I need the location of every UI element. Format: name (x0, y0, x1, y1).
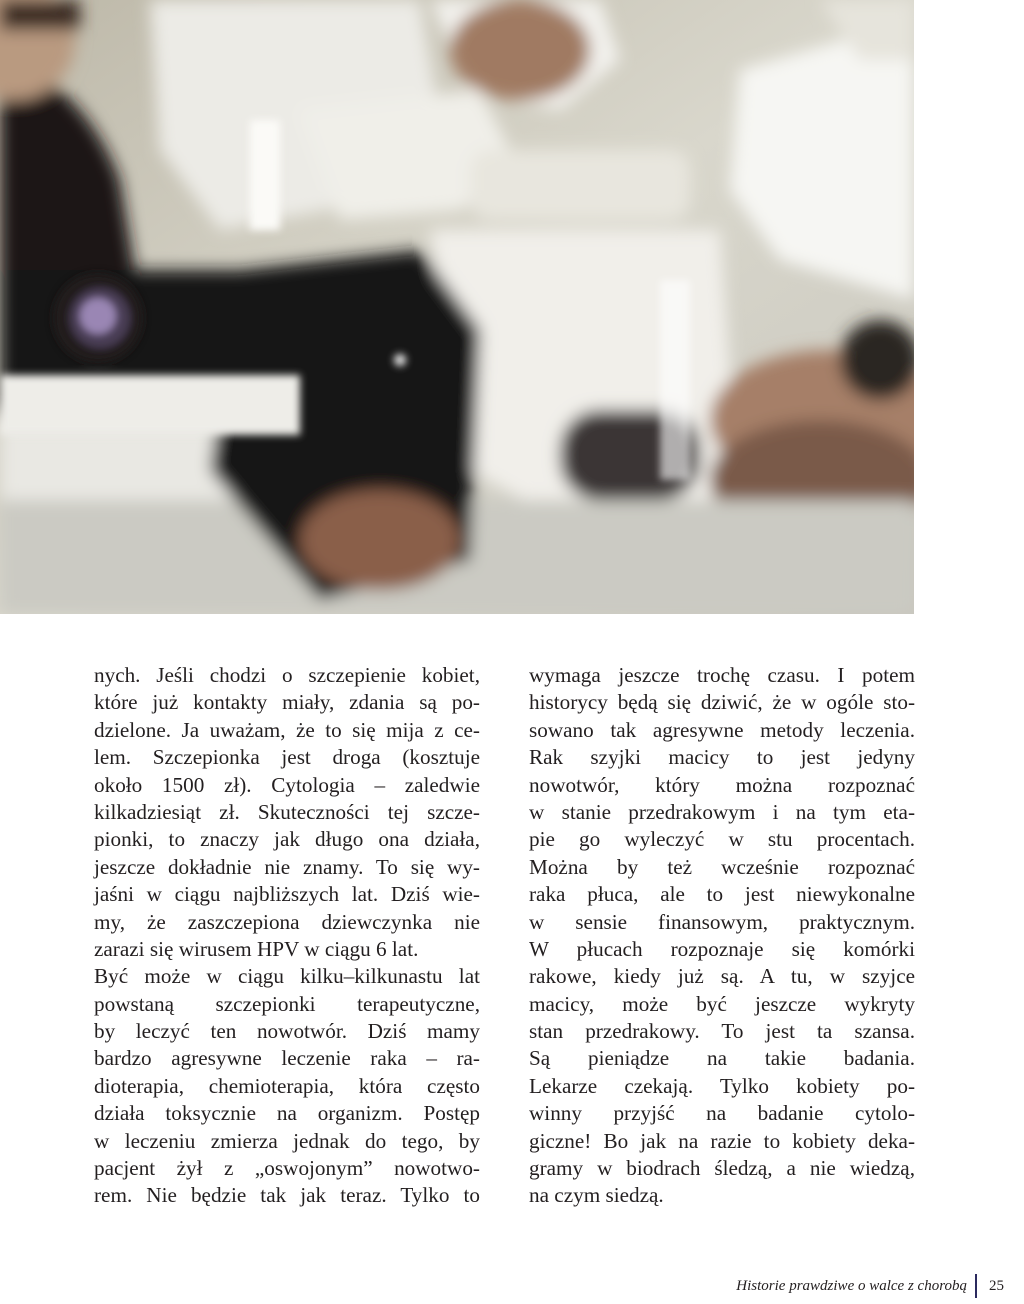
text-line: by leczyć ten nowotwór. Dziś mamy (94, 1019, 480, 1044)
text-line: giczne! Bo jak na razie to kobiety deka- (529, 1128, 915, 1153)
footer-divider (975, 1274, 977, 1298)
text-line: raka płuca, ale to jest niewykonalne (529, 882, 915, 907)
text-line: Rak szyjki macicy to jest jedyny (529, 745, 915, 770)
text-line: W płucach rozpoznaje się komórki (529, 936, 915, 961)
text-line: macicy, może być jeszcze wykryty (529, 991, 915, 1016)
text-line: kilkadziesiąt zł. Skuteczności tej szcze- (94, 799, 480, 824)
text-line: w leczeniu zmierza jednak do tego, by (94, 1128, 480, 1153)
text-column-left (94, 662, 480, 1210)
page-footer (0, 1274, 1024, 1298)
text-line: Być może w ciągu kilku–kilkunastu lat (94, 964, 480, 989)
text-line: sowano tak agresywne metody leczenia. (529, 717, 915, 742)
text-line: gramy w biodrach śledzą, a nie wiedzą, (529, 1156, 915, 1181)
text-line: jaśni w ciągu najbliższych lat. Dziś wie- (94, 882, 480, 907)
text-line: na czym siedzą. (529, 1183, 664, 1208)
text-line: pionki, to znaczy jak długo ona działa, (94, 827, 480, 852)
microscope-photo (0, 0, 914, 614)
text-line: działa toksycznie na organizm. Postęp (94, 1101, 480, 1126)
text-line: pacjent żył z „oswojonym” nowotwo- (94, 1156, 480, 1181)
text-line: około 1500 zł). Cytologia – zaledwie (94, 772, 480, 797)
text-line: jeszcze dokładnie nie znamy. To się wy- (94, 854, 480, 879)
text-line: historycy będą się dziwić, że w ogóle sto- (529, 690, 915, 715)
text-line: dioterapia, chemioterapia, która często (94, 1073, 480, 1098)
text-line: Lekarze czekają. Tylko kobiety po- (529, 1073, 915, 1098)
text-line: dzielone. Ja uważam, że to się mija z ce- (94, 717, 480, 742)
text-line: wymaga jeszcze trochę czasu. I potem (529, 663, 915, 687)
text-line: rakowe, kiedy już są. A tu, w szyjce (529, 964, 915, 989)
text-line: powstaną szczepionki terapeutyczne, (94, 991, 480, 1016)
text-line: rem. Nie będzie tak jak teraz. Tylko to (94, 1183, 480, 1208)
text-line: winny przyjść na badanie cytolo- (529, 1101, 915, 1126)
text-line: Można by też wcześnie rozpoznać (529, 854, 915, 879)
text-line: nowotwór, który można rozpoznać (529, 772, 915, 797)
text-line: które już kontakty miały, zdania są po- (94, 690, 480, 715)
text-line: Są pieniądze na takie badania. (529, 1046, 915, 1071)
text-line: my, że zaszczepiona dziewczynka nie (94, 909, 480, 934)
text-line: pie go wyleczyć w stu procentach. (529, 827, 915, 852)
text-line: bardzo agresywne leczenie raka – ra- (94, 1046, 480, 1071)
text-line: nych. Jeśli chodzi o szczepienie kobiet, (94, 663, 480, 687)
page-number: 25 (989, 1278, 1004, 1294)
text-line: lem. Szczepionka jest droga (kosztuje (94, 745, 480, 770)
text-line: stan przedrakowy. To jest ta szansa. (529, 1019, 915, 1044)
text-line: w stanie przedrakowym i na tym eta- (529, 799, 915, 824)
running-title: Historie prawdziwe o walce z chorobą (736, 1278, 967, 1294)
text-column-right (529, 662, 915, 1210)
text-line: w sensie finansowym, praktycznym. (529, 909, 915, 934)
text-line: zarazi się wirusem HPV w ciągu 6 lat. (94, 936, 419, 961)
